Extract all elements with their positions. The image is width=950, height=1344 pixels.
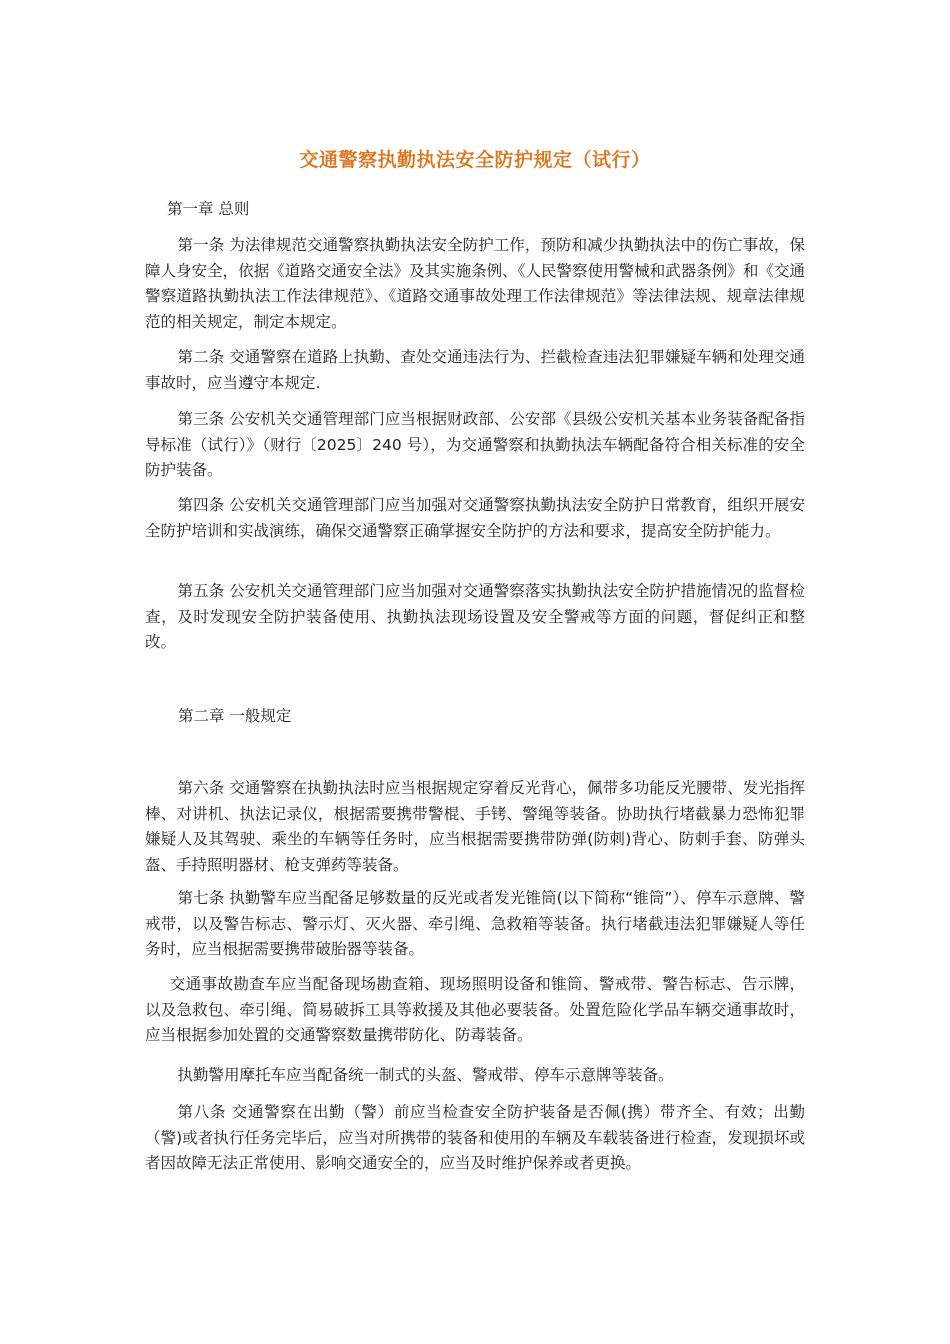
paragraph-article-8: 第八条 交通警察在出勤（警）前应当检查安全防护装备是否佩(携）带齐全、有效；出勤（警)或者执行任务完毕后，应当对所携带的装备和使用的车辆及车载装备进行检查，发现损坏或者因故障无法正常使用、影响交通安全的，应当及时维护保养或者更换。 [145, 1103, 805, 1172]
paragraph-article-7-motorcycle: 执勤警用摩托车应当配备统一制式的头盔、警戒带、停车示意牌等装备。 [177, 1066, 674, 1084]
paragraph-article-7: 第七条 执勤警车应当配备足够数量的反光或者发光锥筒(以下简称“锥筒”）、停车示意牌、警戒带，以及警告标志、警示灯、灭火器、牵引绳、急救箱等装备。执行堵截违法犯罪嫌疑人等任务时，应当根据需要携带破胎器等装备。 [145, 889, 805, 958]
chapter-heading-1: 第一章 总则 [167, 200, 250, 218]
paragraph-article-5: 第五条 公安机关交通管理部门应当加强对交通警察落实执勤执法安全防护措施情况的监督检查，及时发现安全防护装备使用、执勤执法现场设置及安全警戒等方面的问题，督促纠正和整改。 [145, 582, 805, 651]
paragraph-article-6: 第六条 交通警察在执勤执法时应当根据规定穿着反光背心，佩带多功能反光腰带、发光指挥棒、对讲机、执法记录仪，根据需要携带警棍、手铐、警绳等装备。协助执行堵截暴力恐怖犯罪嫌疑人及其驾驶、乘坐的车辆等任务时，应当根据需要携带防弹(防刺)背心、防刺手套、防弹头盔、手持照明器材、枪支弹药等装备。 [145, 779, 805, 874]
chapter-heading-2: 第二章 一般规定 [178, 707, 292, 725]
paragraph-article-4: 第四条 公安机关交通管理部门应当加强对交通警察执勤执法安全防护日常教育，组织开展安全防护培训和实战演练，确保交通警察正确掌握安全防护的方法和要求，提高安全防护能力。 [145, 496, 805, 540]
paragraph-article-3: 第三条 公安机关交通管理部门应当根据财政部、公安部《县级公安机关基本业务装备配备指导标准（试行）》（财行〔2025〕240 号），为交通警察和执勤执法车辆配备符合相关标准的安全防护装备。 [145, 410, 805, 479]
paragraph-article-1: 第一条 为法律规范交通警察执勤执法安全防护工作，预防和减少执勤执法中的伤亡事故，保障人身安全，依据《道路交通安全法》及其实施条例、《人民警察使用警械和武器条例》和《交通警察道路执勤执法工作法律规范》、《道路交通事故处理工作法律规范》等法律法规、规章法律规范的相关规定，制定本规定。 [145, 236, 805, 331]
document-title: 交通警察执勤执法安全防护规定（试行） [299, 149, 651, 171]
paragraph-article-2: 第二条 交通警察在道路上执勤、查处交通违法行为、拦截检查违法犯罪嫌疑车辆和处理交通事故时，应当遵守本规定. [145, 348, 805, 392]
paragraph-article-7-incident-vehicle: 交通事故勘查车应当配备现场勘查箱、现场照明设备和锥筒、警戒带、警告标志、告示牌，以及急救包、牵引绳、简易破拆工具等救援及其他必要装备。处置危险化学品车辆交通事故时，应当根据参加处置的交通警察数量携带防化、防毒装备。 [145, 975, 805, 1044]
